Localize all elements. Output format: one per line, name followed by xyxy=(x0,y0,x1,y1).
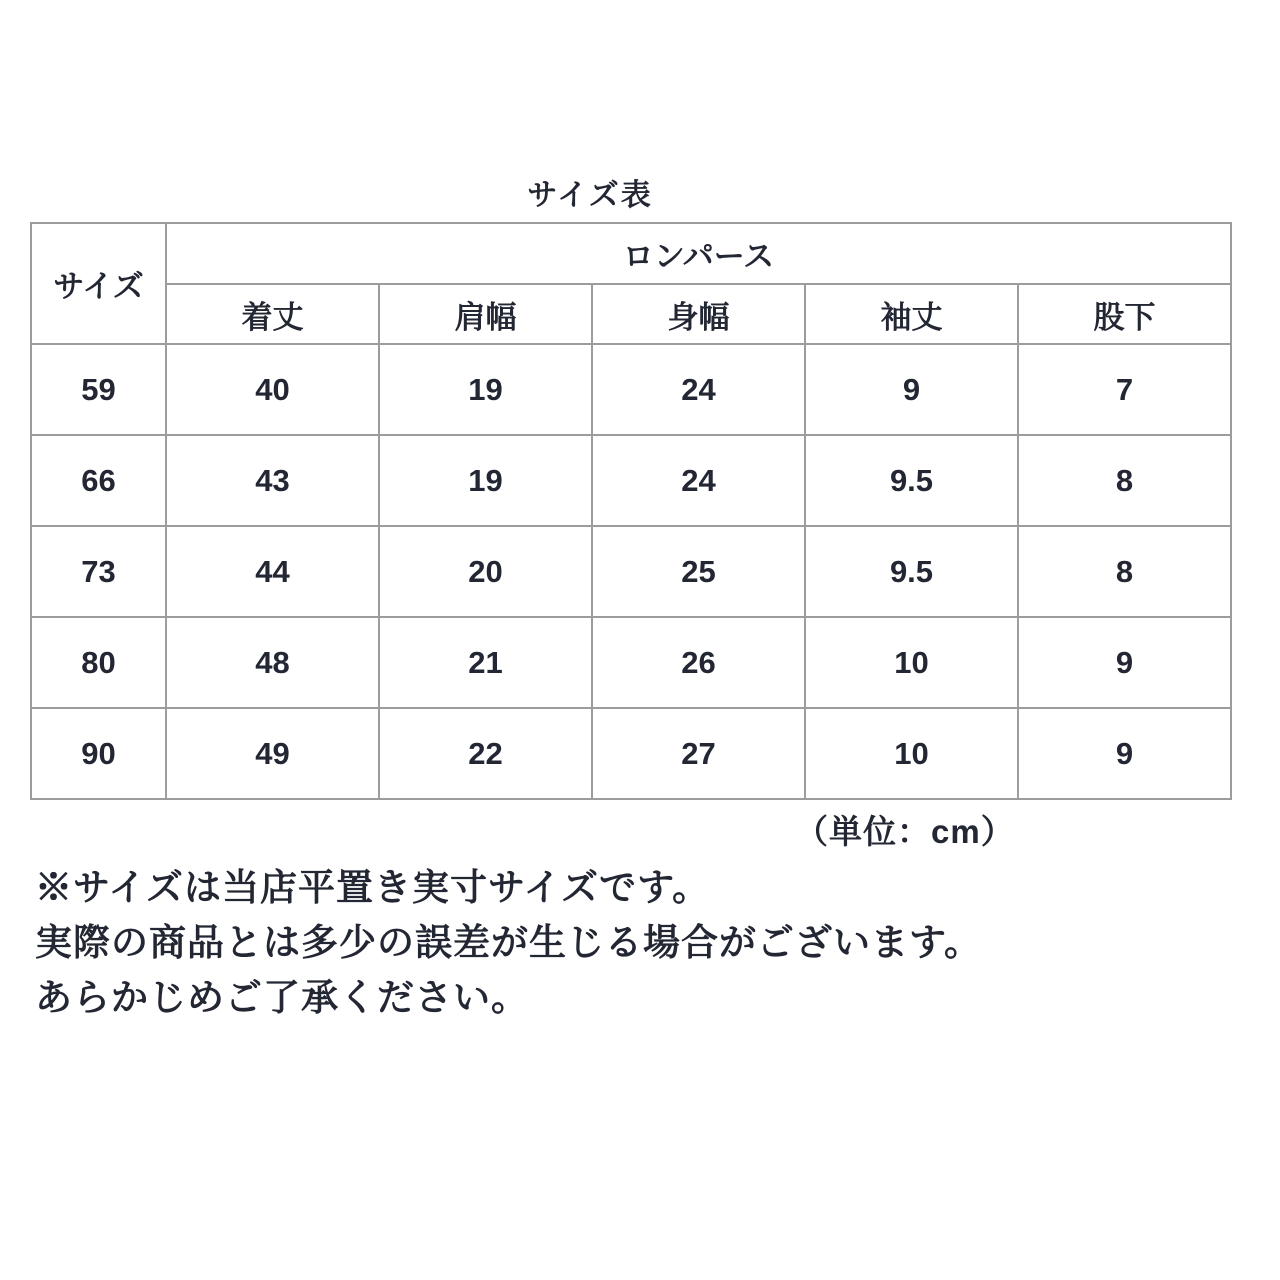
measurement-cell: 22 xyxy=(379,708,592,799)
measurement-cell: 20 xyxy=(379,526,592,617)
table-row xyxy=(31,708,1231,799)
column-header-body-width: 身幅 xyxy=(592,284,805,344)
measurement-cell: 26 xyxy=(592,617,805,708)
unit-note: （単位：cm） xyxy=(795,813,1015,850)
note-line-3: あらかじめご了承ください。 xyxy=(35,977,529,1018)
column-header-length: 着丈 xyxy=(166,284,379,344)
table-row xyxy=(31,526,1231,617)
size-cell: 90 xyxy=(31,708,166,799)
note-line-1: ※サイズは当店平置き実寸サイズです。 xyxy=(35,867,711,908)
measurement-cell: 9.5 xyxy=(805,435,1018,526)
measurement-cell: 43 xyxy=(166,435,379,526)
measurement-cell: 49 xyxy=(166,708,379,799)
table-row xyxy=(31,344,1231,435)
notes-block xyxy=(35,860,982,1025)
measurement-cell: 10 xyxy=(805,708,1018,799)
table-row xyxy=(31,617,1231,708)
measurement-cell: 24 xyxy=(592,435,805,526)
column-header-row xyxy=(31,284,1231,344)
table-row xyxy=(31,435,1231,526)
measurement-cell: 8 xyxy=(1018,526,1231,617)
measurement-cell: 9 xyxy=(1018,708,1231,799)
measurement-cell: 10 xyxy=(805,617,1018,708)
column-header-inseam: 股下 xyxy=(1018,284,1231,344)
measurement-cell: 27 xyxy=(592,708,805,799)
measurement-cell: 25 xyxy=(592,526,805,617)
measurement-cell: 44 xyxy=(166,526,379,617)
size-cell: 59 xyxy=(31,344,166,435)
measurement-cell: 19 xyxy=(379,435,592,526)
product-group-header: ロンパース xyxy=(166,223,1231,284)
measurement-cell: 9 xyxy=(805,344,1018,435)
measurement-cell: 21 xyxy=(379,617,592,708)
size-cell: 66 xyxy=(31,435,166,526)
column-header-shoulder-width: 肩幅 xyxy=(379,284,592,344)
measurement-cell: 24 xyxy=(592,344,805,435)
size-column-header: サイズ xyxy=(31,223,166,344)
measurement-cell: 7 xyxy=(1018,344,1231,435)
page-title: サイズ表 xyxy=(527,179,653,212)
size-cell: 80 xyxy=(31,617,166,708)
measurement-cell: 8 xyxy=(1018,435,1231,526)
measurement-cell: 9 xyxy=(1018,617,1231,708)
column-header-sleeve-length: 袖丈 xyxy=(805,284,1018,344)
group-header-row xyxy=(31,223,1231,284)
measurement-cell: 48 xyxy=(166,617,379,708)
size-table xyxy=(30,222,1232,800)
size-cell: 73 xyxy=(31,526,166,617)
measurement-cell: 19 xyxy=(379,344,592,435)
measurement-cell: 40 xyxy=(166,344,379,435)
note-line-2: 実際の商品とは多少の誤差が生じる場合がございます。 xyxy=(35,922,983,963)
measurement-cell: 9.5 xyxy=(805,526,1018,617)
